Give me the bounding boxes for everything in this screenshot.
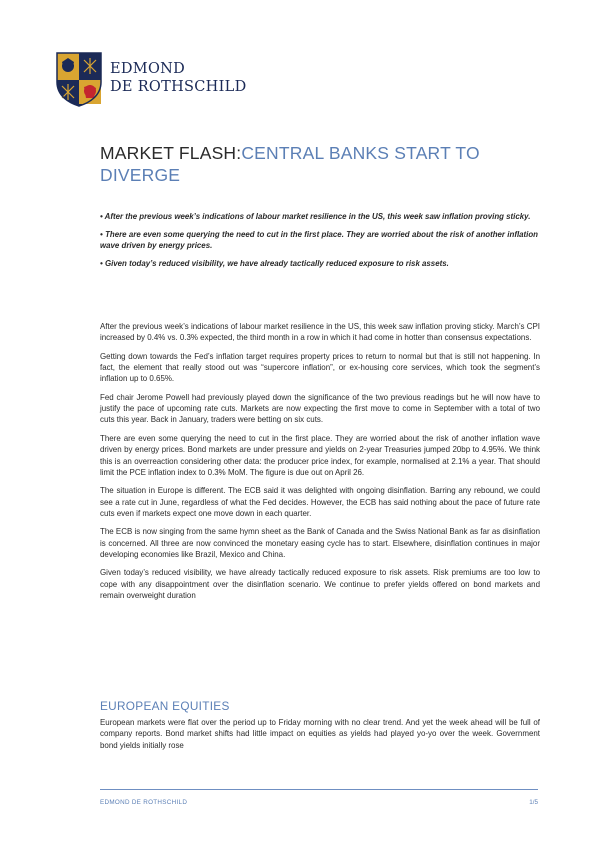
- paragraph: Fed chair Jerome Powell had previously played down the significance of the two previous readings but he will now have to justify the pace of upcoming rate cuts. Markets are now expecting the first move to come in September with a total of two cuts this year. Back in January, traders were betting on six cuts.: [100, 392, 540, 425]
- page-number: 1/5: [529, 799, 538, 806]
- paragraph: The situation in Europe is different. The ECB said it was delighted with ongoing disinflation. Barring any rebound, we could see a rate cut in June, regardless of what the Fed decides. However, the ECB has said nothing about the pace of future rate cuts even if markets expect one move down in each quarter.: [100, 486, 540, 518]
- heraldic-shield-icon: [56, 52, 102, 107]
- title-highlight: CENTRAL BANKS START TO DIVERGE: [100, 143, 480, 185]
- footer-brand: EDMOND DE ROTHSCHILD: [100, 799, 188, 806]
- title-prefix: MARKET FLASH:: [100, 143, 242, 163]
- page-title: [100, 142, 540, 186]
- paragraph: There are even some querying the need to cut in the first place. They are worried about the risk of another inflation wave driven by energy prices. Bond markets are under pressure and yields on 2-year Treasuries jumped 20bp to 4.95%. We think this is an overreaction considering other data: the producer price index, for example, normalised at 2.1% a year. That should limit the PCE inflation index to 0.3% MoM. The figure is due out on April 26.: [100, 433, 540, 477]
- paragraph: After the previous week’s indications of labour market resilience in the US, this week saw inflation proving sticky. March’s CPI increased by 0.4% vs. 0.3% expected, the third month in a row in which it had come in hotter than consensus expectations.: [100, 322, 540, 343]
- paragraph: Given today’s reduced visibility, we have already tactically reduced exposure to risk assets. Risk premiums are too low to cope with any disappointment over the disinflation scenario. We continue to prefer yields offered on bond markets and remain overweight duration: [100, 568, 540, 601]
- key-point: • Given today’s reduced visibility, we have already tactically reduced exposure to risk assets.: [100, 258, 449, 268]
- key-point: • After the previous week’s indications of labour market resilience in the US, this week saw inflation proving sticky.: [100, 212, 531, 221]
- brand-wordmark: [110, 60, 247, 96]
- paragraph: European markets were flat over the period up to Friday morning with no clear trend. And yet the week ahead will be full of company reports. Bond market shifts had little impact on equities as yields had played yo-yo over the week. Government bond yields initially rose: [100, 718, 540, 750]
- article-body: [100, 321, 540, 609]
- paragraph: Getting down towards the Fed’s inflation target requires property prices to return to normal but that is still not happening. In fact, the element that really stood out was “supercore inflation”, or ex-housing core services, which took the segment’s inflation up to 0.65%.: [100, 351, 540, 384]
- key-point: • There are even some querying the need to cut in the first place. They are worried about the risk of another inflation wave driven by energy prices.: [100, 229, 538, 250]
- brand-line-2: DE ROTHSCHILD: [110, 79, 247, 95]
- footer-divider: [100, 789, 538, 790]
- brand-line-1: EDMOND: [110, 61, 186, 77]
- key-points: [100, 211, 538, 275]
- section-heading: EUROPEAN EQUITIES: [100, 699, 230, 713]
- section-body: [100, 717, 540, 751]
- paragraph: The ECB is now singing from the same hymn sheet as the Bank of Canada and the Swiss National Bank as far as disinflation is concerned. All three are now convinced the monetary easing cycle has to start. Elsewhere, disinflation continues in major developing economies like Brazil, Mexico and China.: [100, 527, 540, 559]
